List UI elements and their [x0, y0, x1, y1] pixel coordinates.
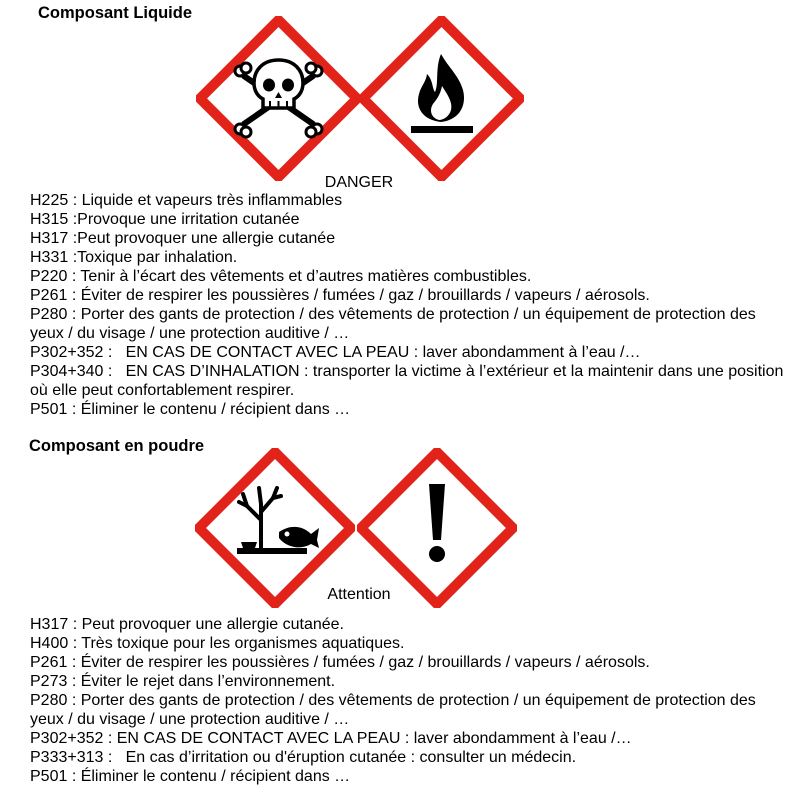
statement-line: P261 : Éviter de respirer les poussières / fumées / gaz / brouillards / vapeurs / aérosols. — [30, 654, 650, 671]
powder-hazard-statements — [30, 615, 790, 786]
statement-line: P273 : Éviter le rejet dans l’environnement. — [30, 673, 336, 690]
statement-line: H317 : Peut provoquer une allergie cutanée. — [30, 616, 344, 633]
powder-component-heading: Composant en poudre — [29, 437, 205, 455]
statement-line: H225 : Liquide et vapeurs très inflammables — [30, 192, 343, 209]
environment-hazard-icon — [195, 448, 355, 608]
signal-word-attention: Attention — [327, 586, 391, 603]
flame-icon — [359, 16, 524, 181]
statement-line: P302+352 : EN CAS DE CONTACT AVEC LA PEAU : laver abondamment à l’eau /… — [30, 730, 632, 747]
statement-line: P261 : Éviter de respirer les poussières / fumées / gaz / brouillards / vapeurs / aérosols. — [30, 287, 650, 304]
statement-line: H331 :Toxique par inhalation. — [30, 249, 238, 266]
statement-line: P501 : Éliminer le contenu / récipient dans … — [30, 401, 351, 418]
skull-crossbones-icon — [196, 16, 361, 181]
statement-line: P333+313 : En cas d’irritation ou d'éruption cutanée : consulter un médecin. — [30, 749, 577, 766]
liquid-hazard-statements — [30, 191, 790, 419]
statement-line: P280 : Porter des gants de protection / des vêtements de protection / un équipement de protection des yeux / du visage / une protection auditive / … — [30, 692, 761, 728]
statement-line: P302+352 : EN CAS DE CONTACT AVEC LA PEAU : laver abondamment à l’eau /… — [30, 344, 641, 361]
statement-line: P220 : Tenir à l’écart des vêtements et d’autres matières combustibles. — [30, 268, 532, 285]
powder-pictograms — [195, 448, 525, 608]
statement-line: H400 : Très toxique pour les organismes aquatiques. — [30, 635, 405, 652]
liquid-component-heading: Composant Liquide — [38, 4, 192, 22]
statement-line: H317 :Peut provoquer une allergie cutanée — [30, 230, 336, 247]
statement-line: H315 :Provoque une irritation cutanée — [30, 211, 300, 228]
statement-line: P304+340 : EN CAS D’INHALATION : transporter la victime à l’extérieur et la maintenir dans une position où elle peut confortablement respirer. — [30, 363, 788, 399]
signal-word-danger: DANGER — [324, 174, 394, 191]
liquid-pictograms — [196, 16, 526, 181]
exclamation-mark-icon — [357, 448, 517, 608]
statement-line: P280 : Porter des gants de protection / des vêtements de protection / un équipement de protection des yeux / du visage / une protection auditive / … — [30, 306, 761, 342]
statement-line: P501 : Éliminer le contenu / récipient dans … — [30, 768, 351, 785]
